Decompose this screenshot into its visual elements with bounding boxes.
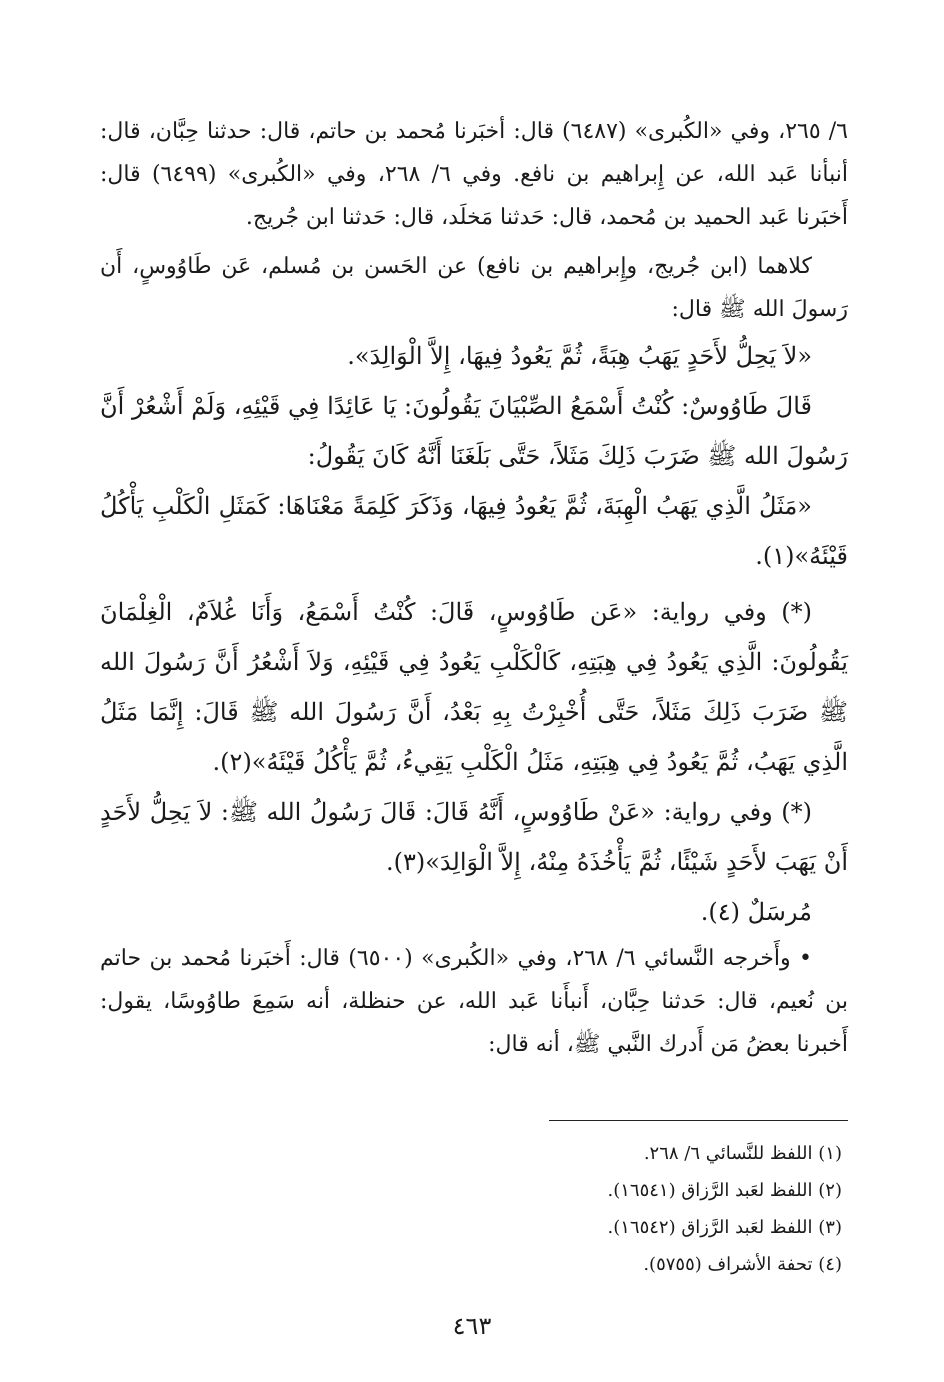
paragraph-riwaya-2: (*) وفي رواية: «عَنْ طَاوُوسٍ، أَنَّهُ قَالَ: قَالَ رَسُولُ الله ﷺ: لاَ يَحِلُّ لأَحَدٍ أَنْ يَهَبَ لأَحَدٍ شَيْئًا، ثُمَّ يَأْخُذَهُ مِنْهُ، إِلاَّ الْوَالِدَ»(٣). xyxy=(100,798,848,876)
paragraph-riwaya-1: (*) وفي رواية: «عَن طَاوُوسٍ، قَالَ: كُنْتُ أَسْمَعُ، وَأَنَا غُلاَمٌ، الْغِلْمَانَ يَقُولُونَ: الَّذِي يَعُودُ فِي هِبَتِهِ، كَالْكَلْبِ يَعُودُ فِي قَيْئِهِ، وَلاَ أَشْعُرُ أَنَّ رَسُولَ الله ﷺ ضَرَبَ ذَلِكَ مَثَلاً، حَتَّى أُخْبِرْتُ بِهِ بَعْدُ، أَنَّ رَسُولَ الله ﷺ قَالَ: إِنَّمَا مَثَلُ الَّذِي يَهَبُ، ثُمَّ يَعُودُ فِي هِبَتِهِ، مَثَلُ الْكَلْبِ يَقِيءُ، ثُمَّ يَأْكُلُ قَيْئَهُ»(٢). xyxy=(100,598,848,776)
footnote-1: (١) اللفظ للنَّسائي ٦/ ٢٦٨. xyxy=(643,1143,842,1164)
footnotes xyxy=(100,1120,848,1283)
page-body xyxy=(100,110,848,1066)
paragraph-mursal: مُرسَلٌ (٤). xyxy=(700,898,812,926)
page-number: ٤٦٣ xyxy=(452,1312,492,1340)
paragraph-isnad-1: ٦/ ٢٦٥، وفي «الكُبرى» (٦٤٨٧) قال: أخبَرنا مُحمد بن حاتم، قال: حدثنا حِبَّان، قال: أنبأنا عَبد الله، عن إِبراهيم بن نافع. وفي ٦/ ٢٦٨، وفي «الكُبرى» (٦٤٩٩) قال: أَخبَرنا عَبد الحميد بن مُحمد، قال: حَدثنا مَخلَد، قال: حَدثنا ابن جُريج. xyxy=(100,119,849,230)
paragraph-tawus-statement: قَالَ طَاوُوسٌ: كُنْتُ أَسْمَعُ الصِّبْيَانَ يَقُولُونَ: يَا عَائِدًا فِي قَيْئِهِ، وَلَمْ أَشْعُرْ أَنَّ رَسُولَ الله ﷺ ضَرَبَ ذَلِكَ مَثَلاً، حَتَّى بَلَغَنَا أَنَّهُ كَانَ يَقُولُ: xyxy=(100,392,848,470)
paragraph-hadith-parable: «مَثَلُ الَّذِي يَهَبُ الْهِبَةَ، ثُمَّ يَعُودُ فِيهَا، وَذَكَرَ كَلِمَةً مَعْنَاهَا: كَمَثَلِ الْكَلْبِ يَأْكُلُ قَيْئَهُ»(١). xyxy=(100,492,848,570)
footnote-2: (٢) اللفظ لعَبد الرَّزاق (١٦٥٤١). xyxy=(607,1180,842,1201)
paragraph-isnad-2: كلاهما (ابن جُريج، وإِبراهيم بن نافع) عن الحَسن بن مُسلم، عَن طَاوُوسٍ، أَن رَسولَ الله ﷺ قال: xyxy=(100,254,848,322)
paragraph-nasai-takhrij: • وأَخرجه النَّسائي ٦/ ٢٦٨، وفي «الكُبرى» (٦٥٠٠) قال: أَخبَرنا مُحمد بن حاتم بن نُعيم، قال: حَدثنا حِبَّان، أَنبأَنا عَبد الله، عن حنظلة، أنه سَمِعَ طاوُوسًا، يقول: أَخبرنا بعضُ مَن أَدرك النَّبي ﷺ، أنه قال: xyxy=(100,946,848,1057)
footnote-4: (٤) تحفة الأشراف (٥٧٥٥). xyxy=(643,1254,842,1275)
footnote-3: (٣) اللفظ لعَبد الرَّزاق (١٦٥٤٢). xyxy=(607,1217,842,1238)
paragraph-hadith-text: «لاَ يَحِلُّ لأَحَدٍ يَهَبُ هِبَةً، ثُمَّ يَعُودُ فِيهَا، إِلاَّ الْوَالِدَ». xyxy=(347,342,812,370)
